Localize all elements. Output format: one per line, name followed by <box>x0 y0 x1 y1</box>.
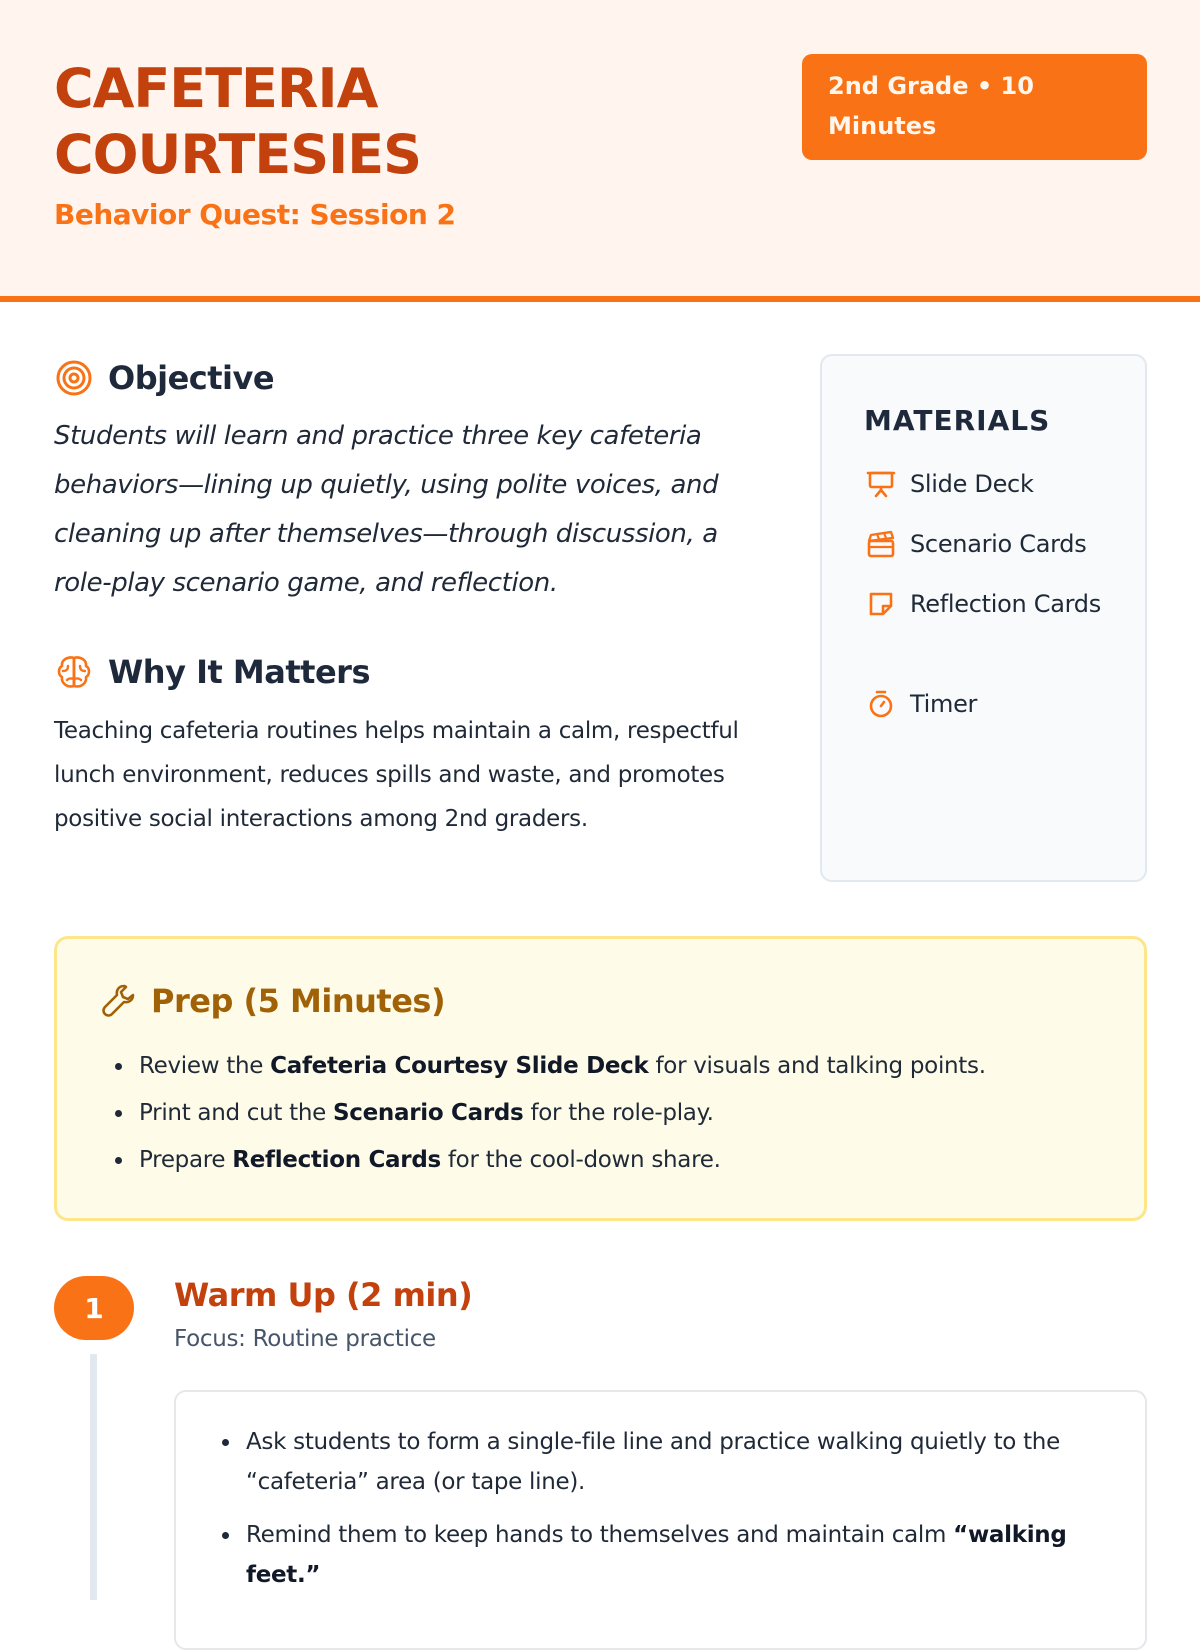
material-item <box>864 524 1110 564</box>
brain-icon <box>54 652 94 692</box>
material-label: Timer <box>910 690 978 718</box>
item-bold-text: Cafeteria Courtesy Slide Deck <box>270 1053 649 1079</box>
prep-panel <box>54 936 1147 1221</box>
why-text: Teaching cafeteria routines helps maintain a calm, respectful lunch environment, reduces spills and waste, and promotes positive social interactions among 2nd graders. <box>54 718 739 832</box>
item-bold-text: Scenario Cards <box>333 1100 524 1126</box>
item-text: Ask students to form a single-file line and practice walking quietly to the “cafeteria” area (or tape line). <box>246 1429 1060 1495</box>
material-label: Reflection Cards <box>910 590 1101 618</box>
wrench-icon <box>99 981 139 1021</box>
prep-heading-row <box>99 981 445 1021</box>
material-label: Slide Deck <box>910 470 1034 498</box>
presentation-icon <box>864 467 898 501</box>
item-text: Prepare <box>139 1147 233 1173</box>
step-focus: Focus: Routine practice <box>174 1326 436 1352</box>
prep-heading: Prep (5 Minutes) <box>151 982 446 1020</box>
objective-text: Students will learn and practice three key cafeteria behaviors—lining up quietly, using polite voices, and cleaning up after themselves—through discussion, a role-play scenario game, and reflection. <box>54 421 719 598</box>
step-timeline-line <box>90 1354 97 1600</box>
materials-heading: MATERIALS <box>864 404 1051 437</box>
sticky-note-icon <box>864 587 898 621</box>
item-text: Remind them to keep hands to themselves and maintain calm <box>246 1522 954 1548</box>
timer-icon <box>864 687 898 721</box>
objective-heading: Objective <box>108 359 275 397</box>
grade-duration-badge: 2nd Grade • 10 Minutes <box>802 54 1147 160</box>
item-text: Print and cut the <box>139 1100 334 1126</box>
item-text: for the role-play. <box>523 1100 714 1126</box>
step-card <box>174 1390 1147 1650</box>
list-item <box>139 1137 986 1184</box>
list-item <box>246 1422 1126 1502</box>
title-line-2: COURTESIES <box>54 123 422 186</box>
material-item <box>864 584 1110 624</box>
item-text: for the cool-down share. <box>440 1147 721 1173</box>
material-item <box>864 464 1110 504</box>
material-item <box>864 684 1110 724</box>
title-line-1: CAFETERIA <box>54 57 378 120</box>
list-item <box>246 1515 1126 1595</box>
list-item <box>139 1043 986 1090</box>
why-heading: Why It Matters <box>108 653 370 691</box>
why-heading-row <box>54 652 370 692</box>
materials-panel <box>820 354 1147 882</box>
prep-list <box>139 1043 986 1184</box>
item-text: Review the <box>139 1053 271 1079</box>
lesson-header <box>0 0 1200 302</box>
item-bold-text: “walking feet.” <box>246 1522 1067 1588</box>
item-text: for visuals and talking points. <box>648 1053 986 1079</box>
material-label: Scenario Cards <box>910 530 1087 558</box>
step-list <box>246 1422 1126 1608</box>
list-item <box>139 1090 986 1137</box>
page-subtitle: Behavior Quest: Session 2 <box>54 198 456 231</box>
step-title: Warm Up (2 min) <box>174 1276 473 1314</box>
page-title <box>54 56 421 188</box>
clapperboard-icon <box>864 527 898 561</box>
item-bold-text: Reflection Cards <box>232 1147 441 1173</box>
step-number-badge: 1 <box>54 1276 134 1340</box>
target-icon <box>54 358 94 398</box>
objective-heading-row <box>54 358 274 398</box>
